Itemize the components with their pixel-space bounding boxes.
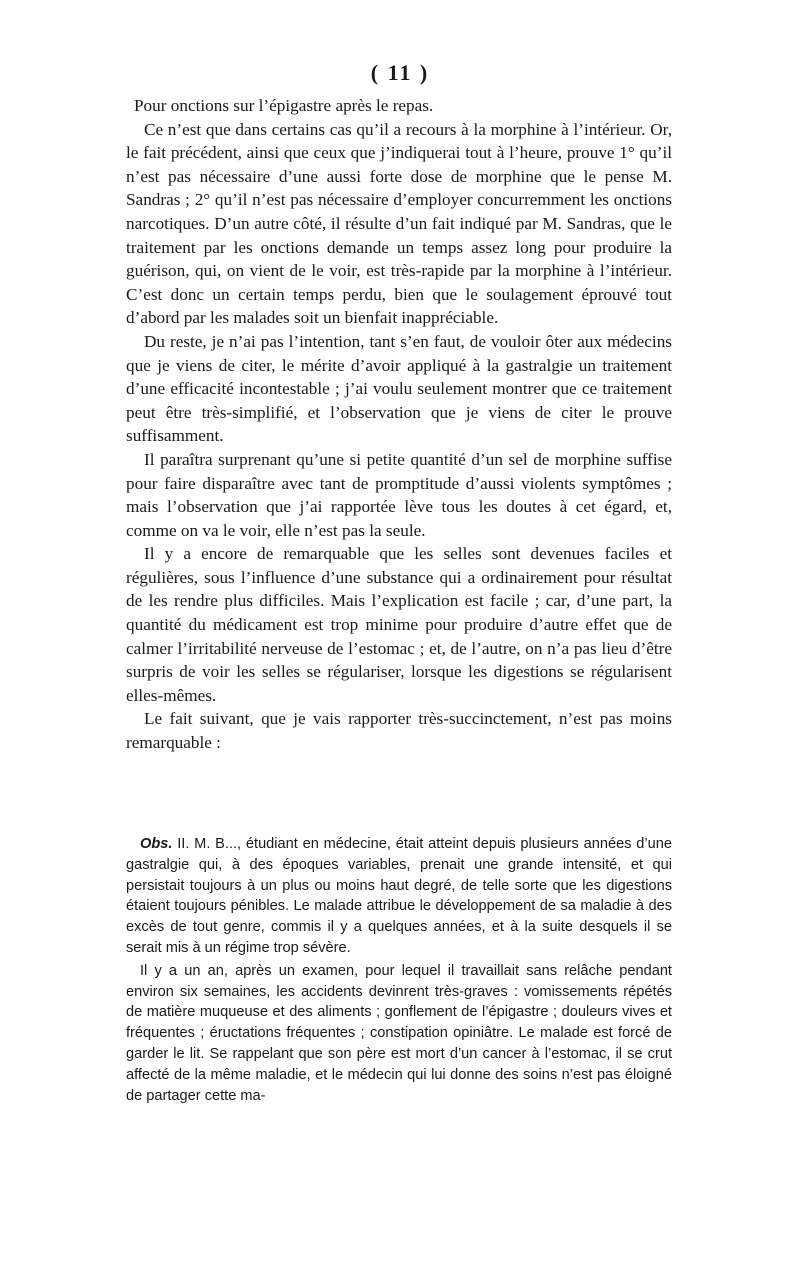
main-text bbox=[126, 94, 672, 755]
paragraph-3: Du reste, je n’ai pas l’intention, tant s’en faut, de vouloir ôter aux médecins que je viens de citer, le mérite d’avoir appliqué à la gastralgie un traitement d’une efficacité incontestable ; j’ai voulu seulement montrer que ce traitement peut être très-simplifié, et l’observation que je viens de citer le prouve suffisamment. bbox=[126, 331, 672, 446]
observation-paragraph-2: Il y a un an, après un examen, pour lequel il travaillait sans relâche pendant environ six semaines, les accidents devinrent très-graves : vomissements répétés de matière muqueuse et des aliments ; gonflement de l’épigastre ; douleurs vives et fréquentes ; éructations fréquentes ; constipation opiniâtre. Le malade est forcé de garder le lit. Se rappelant que son père est mort d’un cancer à l’estomac, il se crut affecté de la même maladie, et le médecin qui lui donne des soins n’est pas éloigné de partager cette ma- bbox=[126, 962, 672, 1104]
paragraph-4: Il paraîtra surprenant qu’une si petite quantité d’un sel de morphine suffise pour faire disparaître avec tant de promptitude d’aussi violents symptômes ; mais l’observation que j’ai rapportée lève tous les doutes à cet égard, et, comme on va le voir, elle n’est pas la seule. bbox=[126, 449, 672, 540]
paragraph-1: Pour onctions sur l’épigastre après le repas. bbox=[134, 96, 434, 115]
observation-paragraph-1 bbox=[126, 834, 672, 959]
page-number: ( 11 ) bbox=[370, 60, 430, 85]
observation-label: Obs. bbox=[140, 836, 173, 852]
observation-text-1: II. M. B..., étudiant en médecine, était atteint depuis plusieurs années d’une gastralgie qui, à des époques variables, prenait une grande intensité, et qui persistait toujours à un plus ou moins haut degré, de telle sorte que les digestions étaient toujours pénibles. Le malade attribue le développement de sa maladie à des excès de tout genre, commis il y a quelques années, et à la suite desquels il se serait mis à un régime trop sévère. bbox=[126, 836, 672, 956]
paragraph-6: Le fait suivant, que je vais rapporter très-succinctement, n’est pas moins remarquable : bbox=[126, 709, 672, 753]
paragraph-2: Ce n’est que dans certains cas qu’il a recours à la morphine à l’intérieur. Or, le fait précédent, ainsi que ceux que j’indiquerai tout à l’heure, prouve 1° qu’il n’est pas nécessaire d’une aussi forte dose de morphine que le pense M. Sandras ; 2° qu’il n’est pas nécessaire d’employer concurremment les onctions narcotiques. D’un autre côté, il résulte d’un fait indiqué par M. Sandras, que le traitement par les onctions demande un temps assez long pour produire la guérison, qui, on vient de le voir, est très-rapide par la morphine à l’intérieur. C’est donc un certain temps perdu, bien que le soulagement éprouvé tout d’abord par les malades soit un bienfait inappréciable. bbox=[126, 119, 672, 328]
observation-block bbox=[126, 834, 672, 1106]
paragraph-5: Il y a encore de remarquable que les selles sont devenues faciles et régulières, sous l’influence d’une substance qui a ordinairement pour résultat de les rendre plus difficiles. Mais l’explication est facile ; car, d’une part, la quantité du médicament est trop minime pour produire d’autre effet que de calmer l’irritabilité nerveuse de l’estomac ; et, de l’autre, on n’a pas lieu d’être surpris de voir les selles se régulariser, lorsque les digestions se régularisent elles-mêmes. bbox=[126, 544, 672, 705]
